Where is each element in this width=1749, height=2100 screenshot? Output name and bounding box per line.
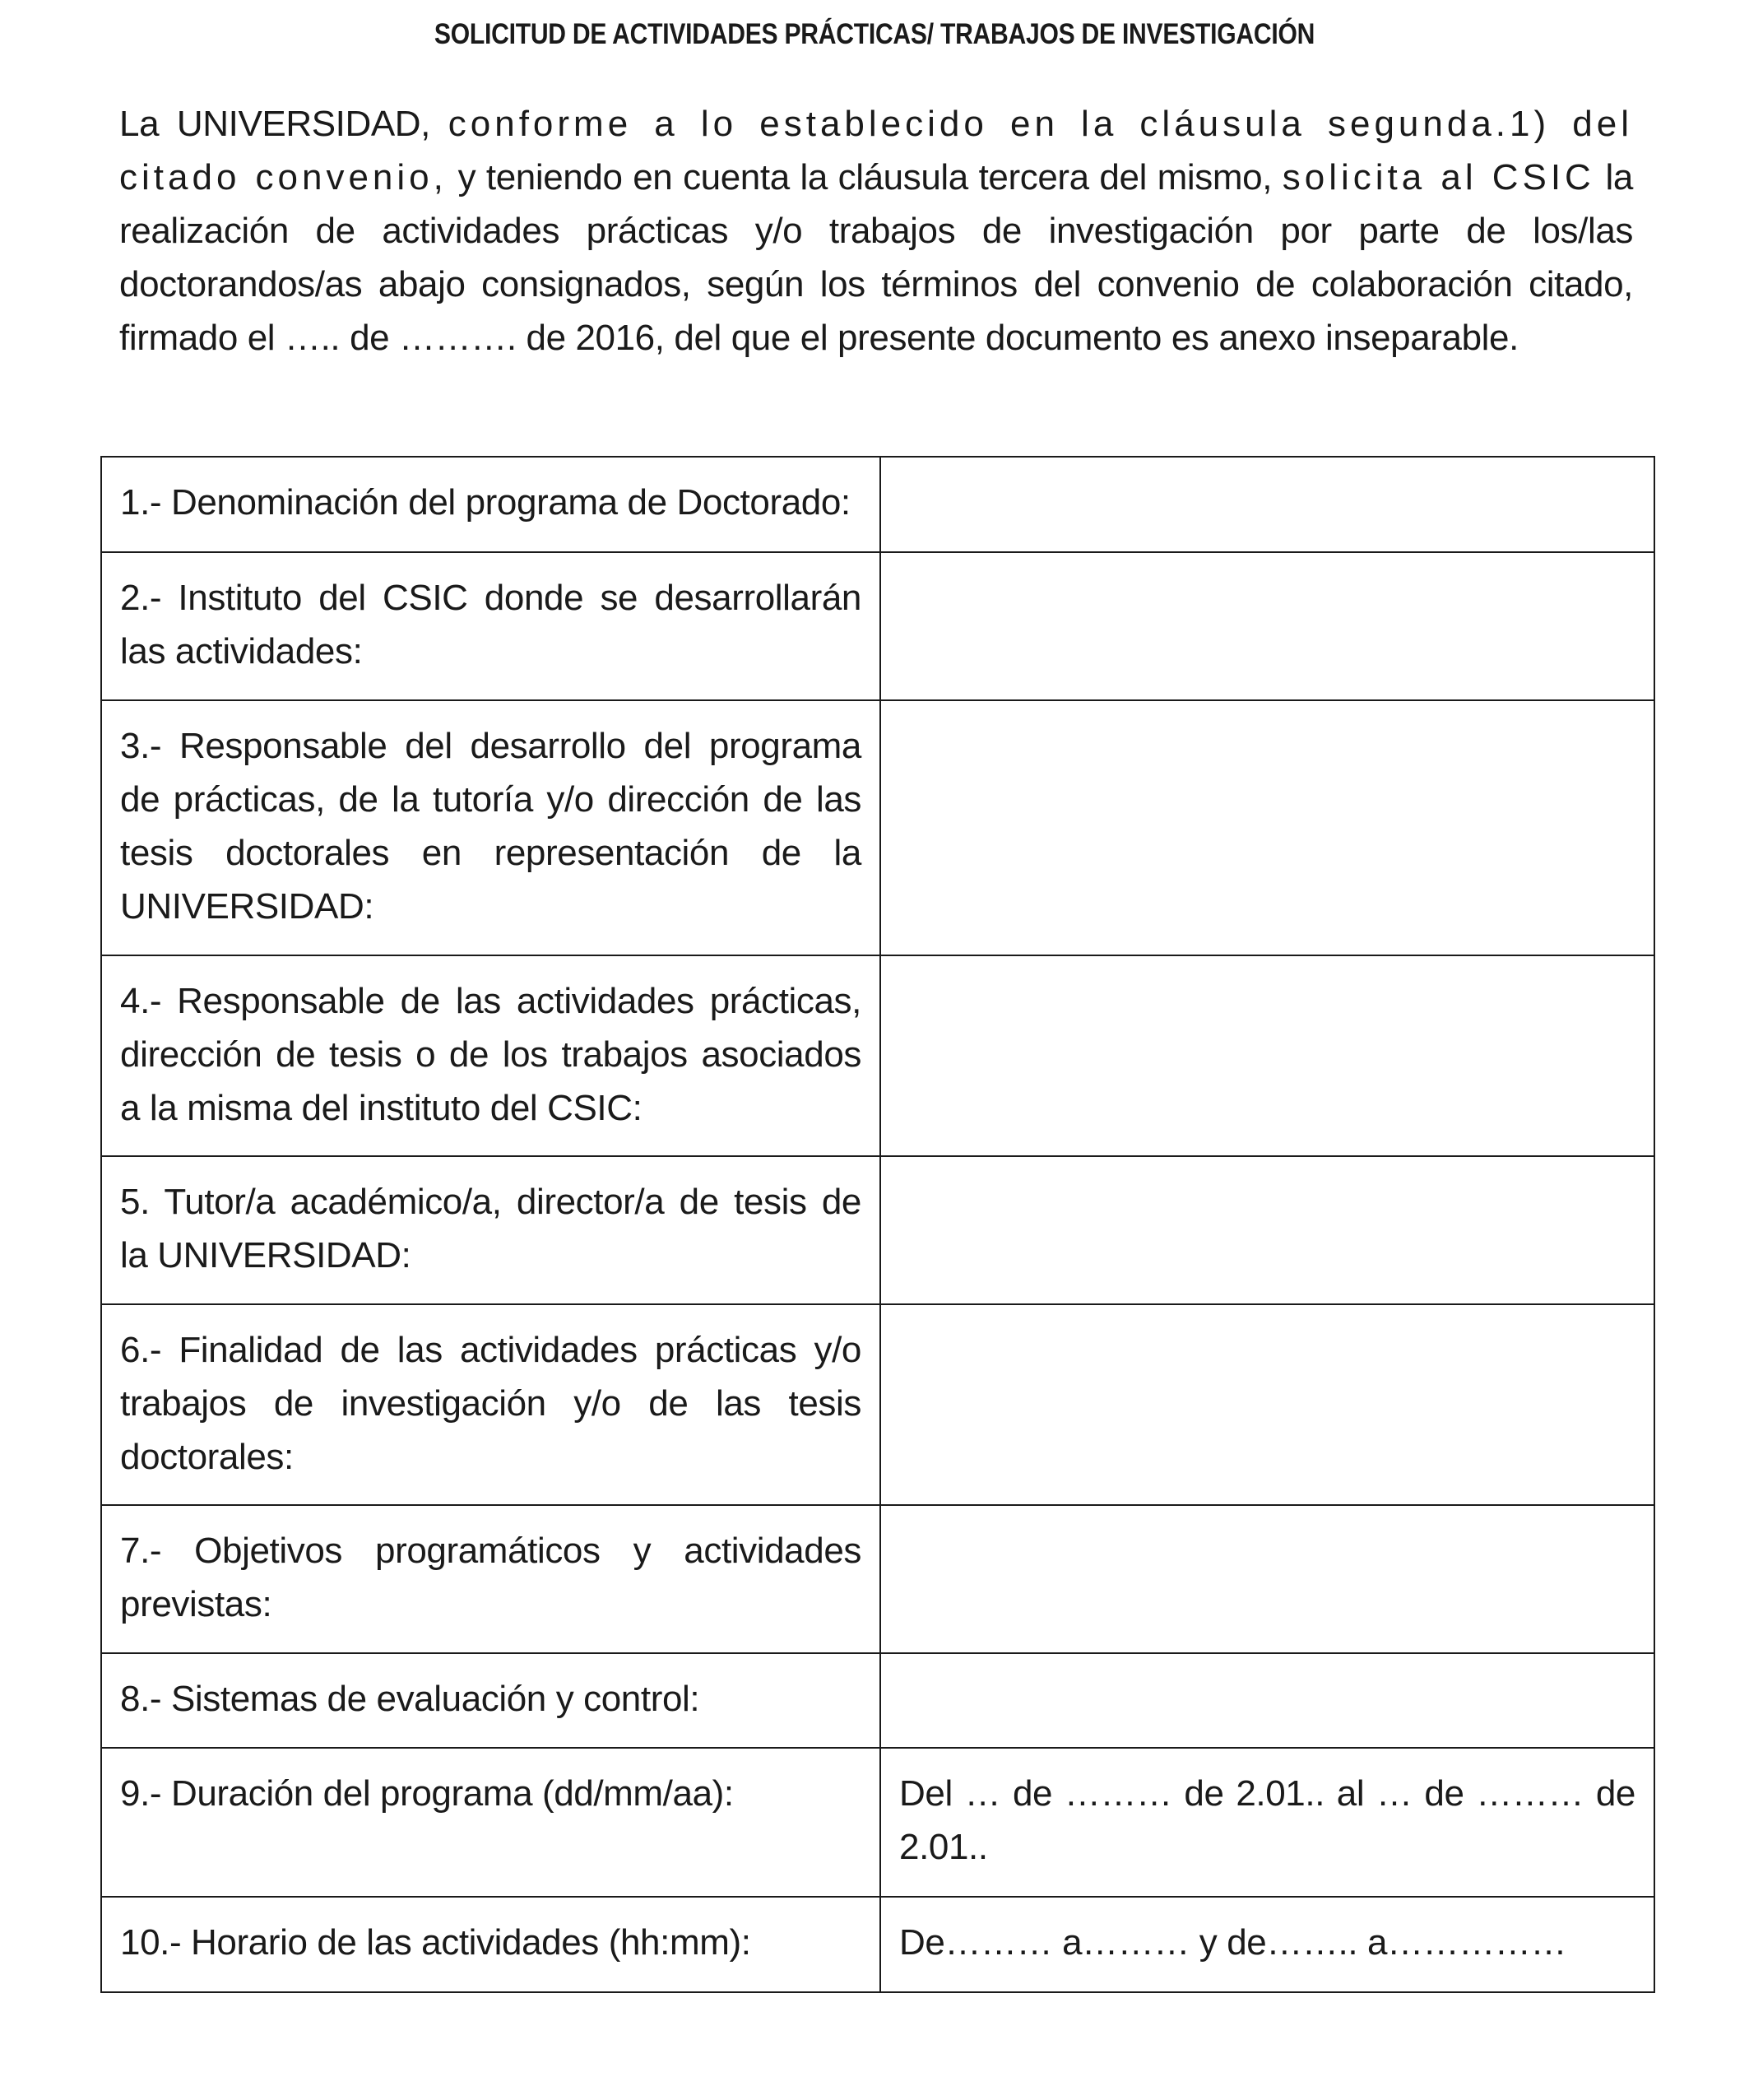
field-value-cell[interactable] — [880, 955, 1654, 1156]
field-label: 3.- Responsable del desarrollo del programa de prácticas, de la tutoría y/o dirección de las tesis doctorales en representación de la UNIVERSIDAD: — [101, 700, 880, 955]
field-value-cell[interactable] — [880, 552, 1654, 700]
intro-text-2: conforme a lo establecido en la cláusula segunda.1) del citado convenio, — [119, 104, 1633, 197]
field-value-cell[interactable] — [880, 457, 1654, 552]
intro-text-1: La UNIVERSIDAD, — [119, 104, 448, 144]
intro-paragraph — [119, 97, 1633, 365]
table-row — [101, 552, 1654, 700]
table-row — [101, 1505, 1654, 1653]
field-value-cell[interactable] — [880, 1156, 1654, 1304]
field-label: 4.- Responsable de las actividades prácticas, dirección de tesis o de los trabajos asociados a la misma del instituto del CSIC: — [101, 955, 880, 1156]
table-row — [101, 1748, 1654, 1897]
table-row — [101, 700, 1654, 955]
table-row — [101, 1897, 1654, 1992]
field-label: 1.- Denominación del programa de Doctorado: — [101, 457, 880, 552]
field-value-cell[interactable] — [880, 1304, 1654, 1505]
request-form-table — [100, 456, 1655, 1993]
intro-text-4: solicita al CSIC — [1282, 157, 1595, 197]
field-label: 8.- Sistemas de evaluación y control: — [101, 1653, 880, 1748]
field-value-cell[interactable] — [880, 1505, 1654, 1653]
field-label: 7.- Objetivos programáticos y actividades previstas: — [101, 1505, 880, 1653]
field-value-cell[interactable]: Del … de ……… de 2.01.. al … de ……… de 2.01.. — [880, 1748, 1654, 1897]
field-value-cell[interactable] — [880, 1653, 1654, 1748]
field-value-cell[interactable] — [880, 700, 1654, 955]
document-title: SOLICITUD DE ACTIVIDADES PRÁCTICAS/ TRABAJOS DE INVESTIGACIÓN — [434, 18, 1315, 50]
field-value-cell[interactable]: De……… a……… y de…….. a…………… — [880, 1897, 1654, 1992]
table-row — [101, 1304, 1654, 1505]
field-label: 10.- Horario de las actividades (hh:mm): — [101, 1897, 880, 1992]
intro-text-5: la realización de actividades prácticas y/o trabajos de investigación por parte de los/las doctorandos/as abajo consignados, según los términos del convenio de colaboración citado, firmado el ….. de ………. de 2016, del que el presente documento es anexo inseparable. — [119, 157, 1633, 358]
table-row — [101, 1156, 1654, 1304]
table-row — [101, 1653, 1654, 1748]
table-row — [101, 955, 1654, 1156]
table-row — [101, 457, 1654, 552]
field-label: 9.- Duración del programa (dd/mm/aa): — [101, 1748, 880, 1897]
field-label: 6.- Finalidad de las actividades prácticas y/o trabajos de investigación y/o de las tesis doctorales: — [101, 1304, 880, 1505]
field-label: 2.- Instituto del CSIC donde se desarrollarán las actividades: — [101, 552, 880, 700]
field-label: 5. Tutor/a académico/a, director/a de tesis de la UNIVERSIDAD: — [101, 1156, 880, 1304]
intro-text-3: y teniendo en cuenta la cláusula tercera del mismo, — [447, 157, 1283, 197]
